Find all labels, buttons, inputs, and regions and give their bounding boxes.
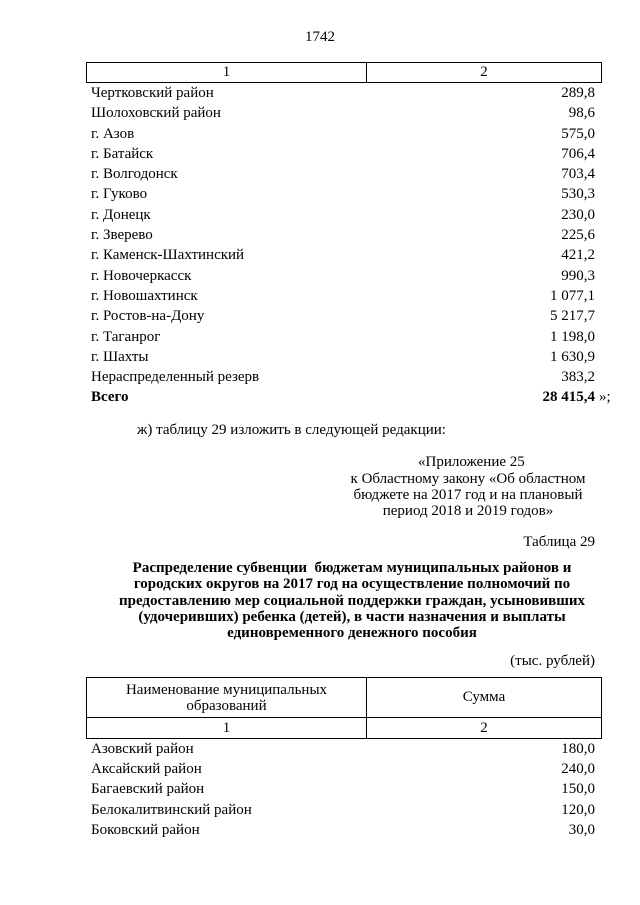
table-row — [86, 164, 595, 184]
table-row — [86, 286, 595, 306]
table2-header-row — [87, 678, 601, 717]
row-name: Азовский район — [91, 741, 194, 757]
header-line: Сумма — [462, 689, 506, 705]
table2-body — [86, 739, 595, 840]
table-row — [86, 779, 595, 799]
row-name: Боковский район — [91, 821, 200, 838]
row-name: г. Батайск — [91, 145, 154, 162]
table1-body — [86, 83, 611, 408]
title-line: предоставлению мер социальной поддержки граждан, усыновивших — [118, 592, 586, 609]
row-value: 990,3 — [561, 267, 595, 284]
row-name: Шолоховский район — [91, 105, 221, 122]
table-row — [86, 367, 595, 387]
row-name: г. Шахты — [91, 348, 149, 365]
table-row — [86, 739, 595, 759]
table1-header-col1: 1 — [87, 63, 367, 82]
units-label: (тыс. рублей) — [510, 653, 595, 669]
table-row — [86, 347, 595, 367]
row-value: 289,8 — [561, 85, 595, 101]
page-number: 1742 — [305, 29, 335, 45]
row-name: г. Волгодонск — [91, 166, 178, 183]
row-name: г. Донецк — [91, 206, 151, 223]
table-row — [86, 205, 595, 225]
appendix-title: «Приложение 25 — [418, 454, 525, 470]
row-name: г. Азов — [91, 125, 135, 142]
table1-header-row — [87, 63, 601, 82]
total-value: 28 415,4 — [542, 389, 595, 406]
table2-col-number-1: 1 — [87, 718, 367, 738]
table-row — [86, 306, 595, 326]
table-row — [86, 124, 595, 144]
row-name: г. Каменск-Шахтинский — [91, 247, 245, 264]
row-name: г. Ростов-на-Дону — [91, 308, 205, 325]
row-value: 180,0 — [561, 741, 595, 757]
row-value: 98,6 — [568, 105, 595, 122]
appendix-line: период 2018 и 2019 годов» — [382, 503, 554, 519]
table-row — [86, 327, 595, 347]
row-value: 120,0 — [561, 801, 595, 818]
table2-col-number-2: 2 — [480, 720, 488, 736]
title-line: единовременного денежного пособия — [227, 625, 477, 642]
table2-header-name-col — [87, 678, 367, 717]
table-row — [86, 83, 595, 103]
row-value: 1 630,9 — [550, 348, 595, 365]
row-value: 5 217,7 — [550, 308, 595, 325]
closing-quote-suffix: »; — [599, 389, 611, 406]
row-value: 530,3 — [561, 186, 595, 203]
table-row — [86, 225, 595, 245]
row-value: 421,2 — [561, 247, 595, 264]
table1-total-row — [86, 387, 611, 407]
row-name: Белокалитвинский район — [91, 801, 252, 818]
title-line: (удочеривших) ребенка (детей), в части назначения и выплаты — [138, 608, 566, 625]
row-name: г. Зверево — [91, 227, 153, 244]
row-value: 703,4 — [561, 166, 595, 183]
row-name: Аксайский район — [91, 761, 202, 778]
title-line: Распределение субвенции бюджетам муниципальных районов и — [132, 560, 572, 576]
table2-number-row — [87, 717, 601, 738]
table-row — [86, 820, 595, 840]
table1-header — [86, 62, 602, 83]
row-name: Багаевский район — [91, 781, 205, 798]
row-name: г. Новошахтинск — [91, 287, 198, 304]
row-name: г. Гуково — [91, 186, 148, 203]
title-line: городских округов на 2017 год на осуществление полномочий по — [133, 576, 571, 593]
row-value: 1 198,0 — [550, 328, 595, 345]
row-value: 230,0 — [561, 206, 595, 223]
table-row — [86, 103, 595, 123]
total-label: Всего — [91, 389, 129, 406]
row-value: 1 077,1 — [550, 287, 595, 304]
appendix-reference — [340, 471, 596, 519]
row-value: 225,6 — [561, 227, 595, 244]
row-value: 706,4 — [561, 145, 595, 162]
row-name: Нераспределенный резерв — [91, 369, 260, 386]
table2-header — [86, 677, 602, 739]
table1-header-col2: 2 — [480, 64, 488, 80]
appendix-line: к Областному закону «Об областном — [350, 471, 586, 487]
row-value: 150,0 — [561, 781, 595, 798]
table-label: Таблица 29 — [523, 534, 595, 550]
header-line: Наименование муниципальных — [125, 681, 328, 698]
table-title — [94, 560, 610, 641]
row-value: 240,0 — [561, 761, 595, 778]
header-line: образований — [186, 697, 267, 714]
table2-header-sum-col — [367, 678, 601, 717]
table-row — [86, 245, 595, 265]
table-row — [86, 144, 595, 164]
row-value: 30,0 — [568, 821, 595, 838]
table-row — [86, 266, 595, 286]
table-row — [86, 800, 595, 820]
table-row — [86, 184, 595, 204]
table-row — [86, 759, 595, 779]
row-value: 575,0 — [561, 125, 595, 142]
row-name: Чертковский район — [91, 85, 214, 101]
appendix-line: бюджете на 2017 год и на плановый — [353, 487, 583, 503]
row-name: г. Новочеркасск — [91, 267, 192, 284]
amendment-instruction: ж) таблицу 29 изложить в следующей редакции: — [137, 422, 446, 438]
row-value: 383,2 — [561, 369, 595, 386]
row-name: г. Таганрог — [91, 328, 161, 345]
